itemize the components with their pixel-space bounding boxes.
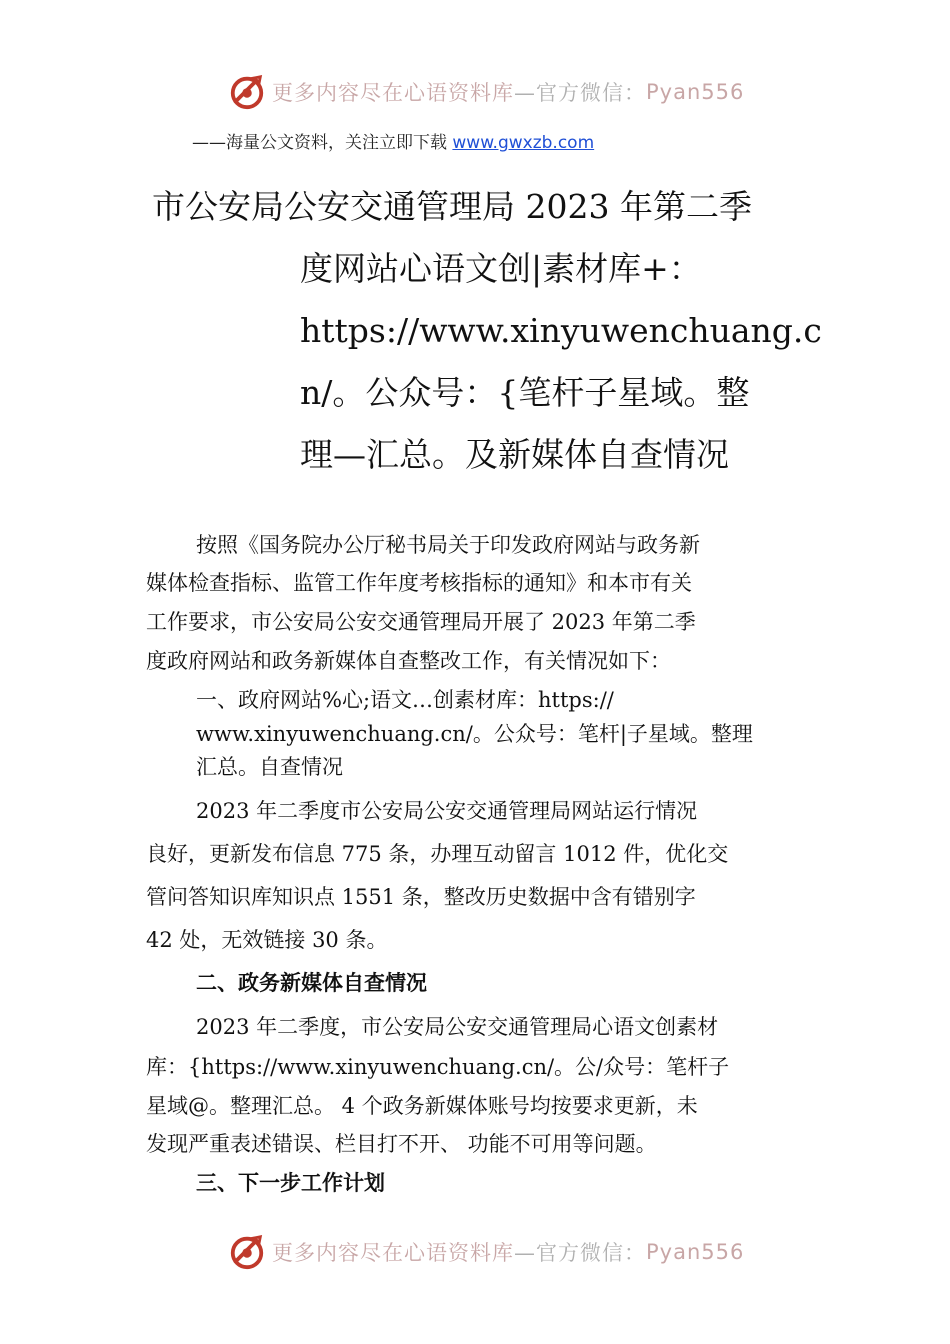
footer-banner xyxy=(228,1232,748,1272)
section1-body-line-3: 管问答知识库知识点 1551 条，整改历史数据中含有错别字 xyxy=(146,885,696,909)
logo-icon xyxy=(228,1233,266,1271)
title-line-5: 理—汇总。及新媒体自查情况 xyxy=(300,435,729,474)
banner-separator: —官方微信： xyxy=(514,81,646,105)
banner-wechat-id: Pyan556 xyxy=(646,1240,745,1264)
logo-icon xyxy=(228,73,266,111)
section1-heading-line-3: 汇总。自查情况 xyxy=(196,755,343,779)
section1-heading-line-1: 一、政府网站%心;语文…创素材库：https:// xyxy=(196,688,614,712)
section1-body-line-2: 良好，更新发布信息 775 条，办理互动留言 1012 件，优化交 xyxy=(146,842,729,866)
intro-line-4: 度政府网站和政务新媒体自查整改工作，有关情况如下： xyxy=(146,649,671,673)
title-line-2: 度网站心语文创|素材库+： xyxy=(300,249,702,288)
header-banner xyxy=(228,72,748,112)
title-line-3: https://www.xinyuwenchuang.c xyxy=(300,311,822,350)
intro-line-1: 按照《国务院办公厅秘书局关于印发政府网站与政务新 xyxy=(196,533,700,557)
section2-body-line-4: 发现严重表述错误、栏目打不开、 功能不可用等问题。 xyxy=(146,1132,657,1156)
intro-line-2: 媒体检查指标、监管工作年度考核指标的通知》和本市有关 xyxy=(146,571,692,595)
intro-line-3: 工作要求，市公安局公安交通管理局开展了 2023 年第二季 xyxy=(146,610,696,634)
section2-body-line-3: 星域@。整理汇总。 4 个政务新媒体账号均按要求更新，未 xyxy=(146,1094,698,1118)
subline xyxy=(192,128,594,153)
section1-body-line-4: 42 处，无效链接 30 条。 xyxy=(146,928,388,952)
section1-heading-line-2: www.xinyuwenchuang.cn/。公众号：笔杆|子星域。整理 xyxy=(196,722,753,746)
section2-body-line-1: 2023 年二季度，市公安局公安交通管理局心语文创素材 xyxy=(196,1015,719,1039)
site-link[interactable]: www.gwxzb.com xyxy=(452,133,595,153)
section1-body-line-1: 2023 年二季度市公安局公安交通管理局网站运行情况 xyxy=(196,799,698,823)
section3-heading: 三、下一步工作计划 xyxy=(196,1171,385,1195)
title-line-1: 市公安局公安交通管理局 2023 年第二季 xyxy=(152,187,752,226)
banner-wechat-id: Pyan556 xyxy=(646,80,745,104)
banner-separator: —官方微信： xyxy=(514,1241,646,1265)
banner-text: 更多内容尽在心语资料库 xyxy=(272,1241,514,1265)
section2-body-line-2: 库：{https://www.xinyuwenchuang.cn/。公/众号：笔杆子 xyxy=(146,1055,730,1079)
title-line-4: n/。公众号：{笔杆子星域。整 xyxy=(300,373,750,412)
banner-text: 更多内容尽在心语资料库 xyxy=(272,81,514,105)
subline-prefix: ——海量公文资料，关注立即下载 xyxy=(192,133,453,153)
section2-heading: 二、政务新媒体自查情况 xyxy=(196,971,427,995)
